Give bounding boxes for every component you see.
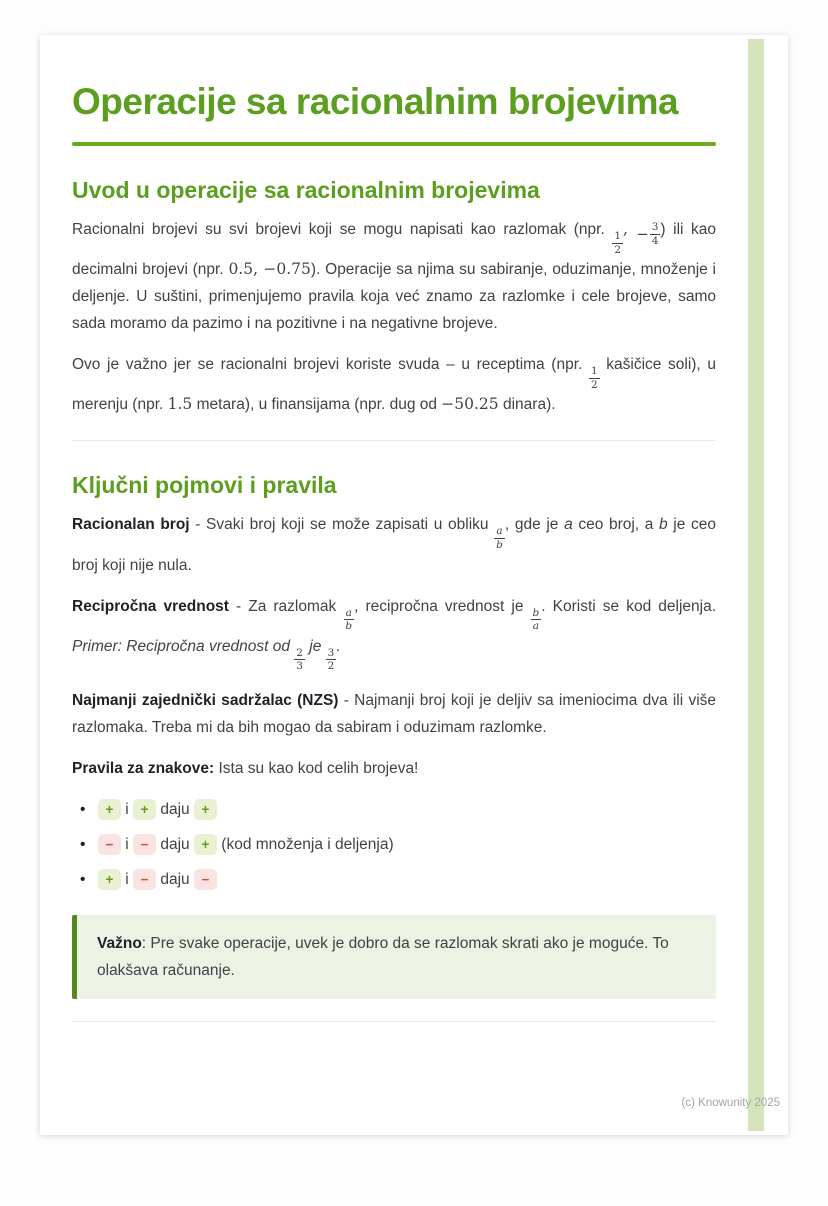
fraction: $\frac{1}{2}$ — [590, 365, 598, 391]
plus-sign-badge: + — [98, 869, 121, 890]
important-callout — [72, 915, 716, 999]
minus-sign-badge: − — [98, 834, 121, 855]
bold-text: Racionalan broj — [72, 516, 190, 534]
definition-racionalan-broj: Racionalan broj - Svaki broj koji se može zapisati u obliku $\frac{a}{b}$ , gde je a ceo broj, a b je ceo broj koji nije nula. — [72, 516, 716, 574]
sign-rules-list — [72, 796, 716, 893]
copyright-note: (c) Knowunity 2025 — [681, 1097, 780, 1109]
right-accent-strip — [748, 39, 764, 1131]
sign-rule-plus-plus: • + i + daju + — [78, 796, 716, 823]
minus-sign: − — [636, 225, 649, 243]
definition-nzs: Najmanji zajednički sadržalac (NZS) - Najmanji broj koji je deljiv sa imeniocima dva ili više razlomaka. Treba mi da bih mogao da sabiram i oduzimam razlomke. — [72, 691, 717, 736]
italic-text: . — [336, 637, 341, 655]
italic-text: a — [564, 516, 573, 534]
minus-sign-badge: − — [133, 834, 156, 855]
fraction: − $\frac{3}{4}$ — [636, 221, 659, 247]
fraction: $\frac{a}{b}$ — [345, 606, 353, 633]
bold-text: Najmanji zajednički sadržalac (NZS) — [72, 691, 339, 709]
sign-rule-plus-minus: • + i − daju − — [78, 866, 716, 893]
math-text: 1.5 — [167, 395, 193, 414]
intro-paragraph-2: Ovo je važno jer se racionalni brojevi koriste svuda – u receptima (npr. $\frac{1}{2}$ kašičice soli), u merenju (npr. 1.5 metara), u finansijama (npr. dug od −50.25 dinara). — [72, 356, 716, 414]
section-divider — [72, 440, 716, 441]
plus-sign-badge: + — [194, 799, 217, 820]
sign-rules-lead: Pravila za znakove: Ista su kao kod celih brojeva! — [72, 759, 419, 777]
italic-text: b — [659, 516, 668, 534]
plus-sign-badge: + — [194, 834, 217, 855]
intro-paragraph-1: Racionalni brojevi su svi brojevi koji se mogu napisati kao razlomak (npr. $\frac{1}{2}$ , − $\frac{3}{4}$ ) ili kao decimalni brojevi (npr. 0.5, −0.75). Operacije sa njima su sabiranje, oduzimanje, množenje i deljenje. U suštini, primenjujemo pravila koja već znamo za razlomke i cele brojeve, samo sada moramo da pazimo i na pozitivne i na negativne brojeve. — [72, 220, 716, 333]
fraction: $\frac{a}{b}$ — [496, 525, 503, 551]
plus-sign-badge: + — [98, 799, 121, 820]
bold-text: Recipročna vrednost — [72, 597, 229, 615]
fraction: $\frac{3}{2}$ — [327, 646, 335, 673]
document-card — [40, 35, 788, 1135]
section-heading-intro: Uvod u operacije sa racionalnim brojevima — [72, 177, 540, 203]
math-text: , — [623, 220, 637, 238]
fraction: $\frac{2}{3}$ — [296, 646, 303, 673]
section-heading-concepts: Ključni pojmovi i pravila — [72, 472, 337, 499]
definition-reciprocna-vrednost: Recipročna vrednost - Za razlomak $\frac{a}{b}$ , recipročna vrednost je $\frac{b}{a}$ . Koristi se kod deljenja. Primer: Recipročna vrednost od $\frac{2}{3}$ je $\frac{3}{2}$ . — [72, 597, 716, 673]
bold-text: Pravila za znakove: — [72, 759, 215, 777]
title-divider-rule — [72, 142, 716, 146]
fraction: $\frac{1}{2}$ — [614, 230, 622, 256]
sign-rule-minus-minus: • − i − daju + (kod množenja i deljenja) — [78, 831, 716, 858]
bold-text: Važno — [97, 934, 142, 952]
callout-text: Važno: Pre svake operacije, uvek je dobro da se razlomak skrati ako je moguće. To olakšava računanje. — [97, 934, 669, 979]
minus-sign-badge: − — [194, 869, 217, 890]
italic-text: Primer: Recipročna vrednost od — [72, 637, 295, 655]
math-text: 0.5, −0.75 — [228, 260, 311, 279]
bottom-divider — [72, 1021, 716, 1022]
math-text: −50.25 — [441, 395, 499, 414]
page-title: Operacije sa racionalnim brojevima — [72, 81, 679, 122]
italic-text: je — [304, 637, 326, 655]
plus-sign-badge: + — [133, 799, 156, 820]
fraction: $\frac{b}{a}$ — [532, 606, 540, 633]
minus-sign-badge: − — [133, 869, 156, 890]
